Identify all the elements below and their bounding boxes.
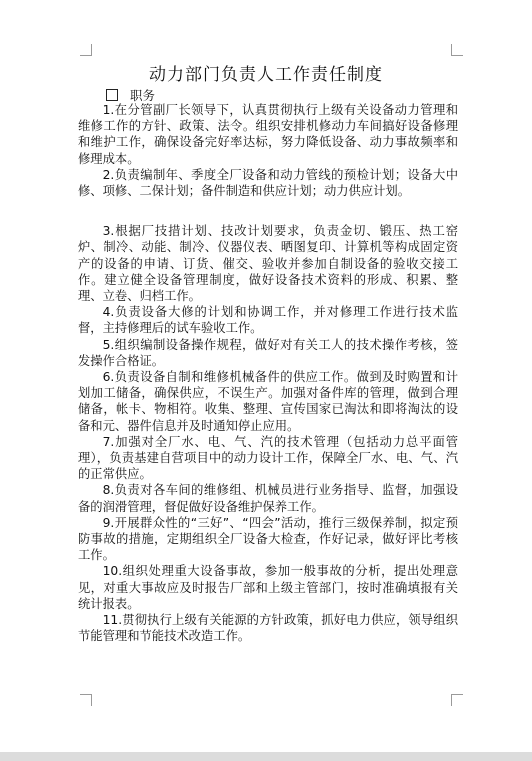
document-title: 动力部门负责人工作责任制度: [149, 65, 383, 85]
paragraph-8: 8.负责对各车间的维修组、机械员进行业务指导、监督，加强设备的润滑管理，督促做好设备维护保养工作。: [78, 483, 458, 514]
paragraph-11: 11.贯彻执行上级有关能源的方针政策，抓好电力供应，领导组织节能管理和节能技术改造工作。: [78, 613, 458, 644]
paragraph-2: 2.负责编制年、季度全厂设备和动力管线的预检计划；设备大中修、项修、二保计划；备件制造和供应计划；动力供应计划。: [78, 167, 458, 199]
blank-line: [78, 199, 458, 223]
paragraph-3: 3.根据厂技措计划、技改计划要求，负责金切、锻压、热工窑炉、制冷、动能、制冷、仪器仪表、晒图复印、计算机等构成固定资产的设备的申请、订货、催交、验收并参加自制设备的验收交接工作。建立健全设备管理制度，做好设备技术资料的形成、积累、整理、立卷、归档工作。: [78, 224, 458, 304]
paragraph-10: 10.组织处理重大设备事故，参加一般事故的分析，提出处理意见，对重大事故应及时报告厂部和上级主管部门，按时准确填报有关统计报表。: [78, 564, 458, 611]
checkbox-icon[interactable]: [106, 89, 118, 101]
paragraph-4: 4.负责设备大修的计划和协调工作，并对修理工作进行技术监督，主持修理后的试车验收工作。: [78, 305, 458, 336]
section-heading-label: 职务: [130, 88, 156, 103]
window-bottom-bar: [0, 752, 532, 761]
paragraph-9: 9.开展群众性的“三好”、“四会”活动，推行三级保养制，拟定预防事故的措施，定期组织全厂设备大检查，作好记录，做好评比考核工作。: [78, 515, 458, 563]
page-corner-mark-top-right: [451, 44, 463, 56]
paragraph-5: 5.组织编制设备操作规程，做好对有关工人的技术操作考核，签发操作合格证。: [78, 337, 458, 368]
page-corner-mark-bottom-right: [451, 694, 463, 706]
page-corner-mark-top-left: [80, 44, 92, 56]
paragraph-7: 7.加强对全厂水、电、气、汽的技术管理（包括动力总平面管理），负责基建自营项目中的动力设计工作，保障全厂水、电、气、汽的正常供应。: [78, 434, 458, 482]
document-body: [78, 102, 458, 645]
page-corner-mark-bottom-left: [80, 694, 92, 706]
paragraph-6: 6.负责设备自制和维修机械备件的供应工作。做到及时购置和计划加工储备，确保供应，不误生产。加强对备件库的管理，做到合理储备，帐卡、物相符。收集、整理、宣传国家已淘汰和即将淘汰的设备和元、器件信息并及时通知停止应用。: [78, 370, 458, 433]
paragraph-1: 1.在分管副厂长领导下，认真贯彻执行上级有关设备动力管理和维修工作的方针、政策、法令。组织安排机修动力车间搞好设备修理和维护工作，确保设备完好率达标，努力降低设备、动力事故频率和修理成本。: [78, 103, 458, 166]
